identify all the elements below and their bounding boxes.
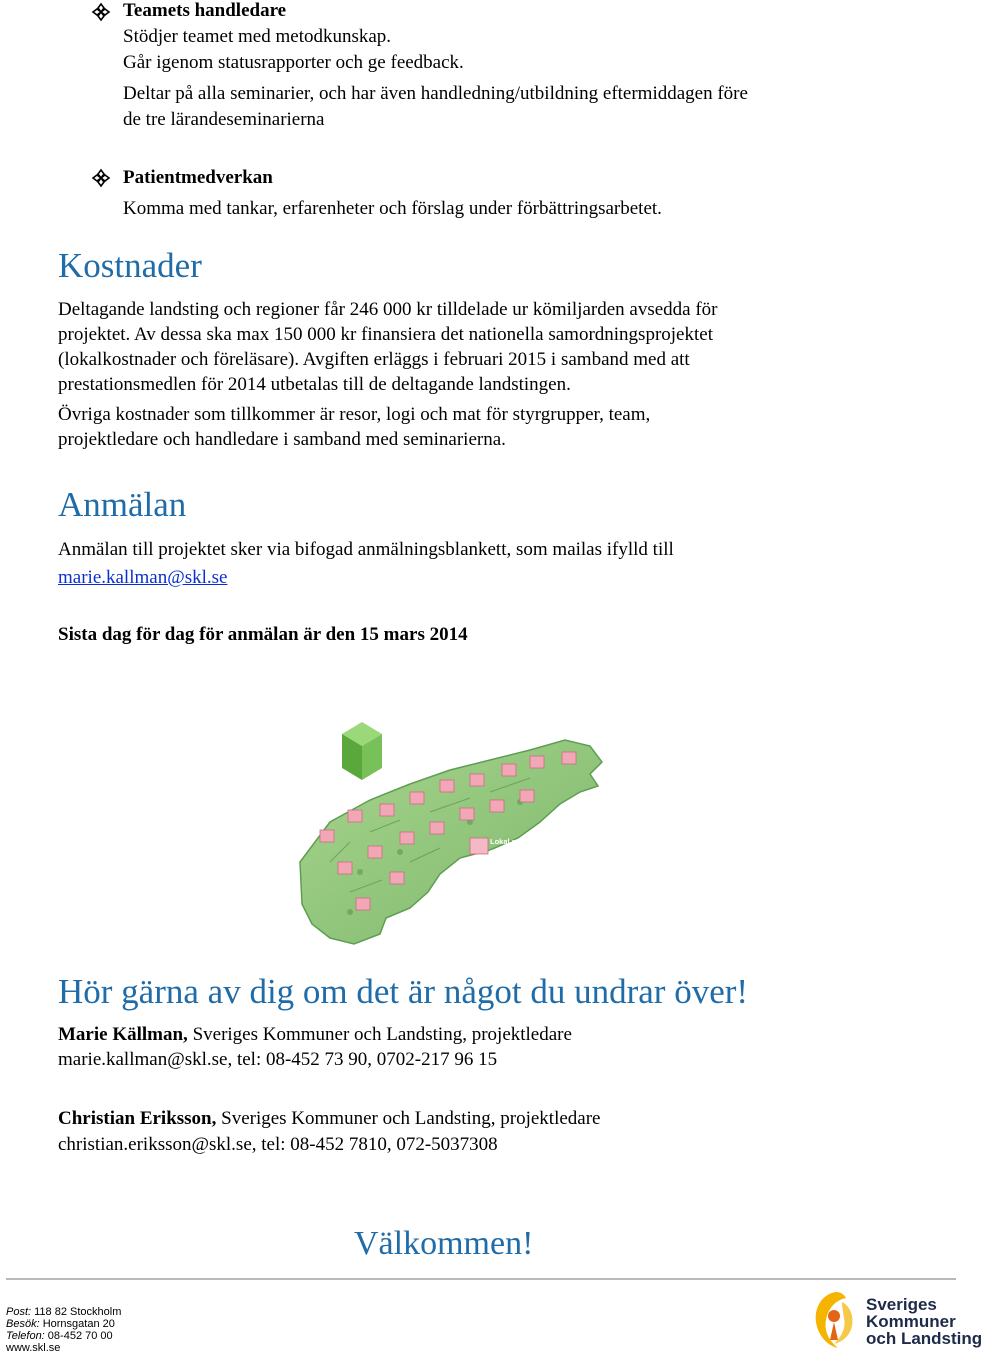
kostnader-para2-line-1: Övriga kostnader som tillkommer är resor, logi och mat för styrgrupper, team, <box>58 404 651 425</box>
house-icon <box>356 898 370 910</box>
house-icon <box>410 792 424 804</box>
footer-phone-label: Telefon: <box>6 1330 45 1342</box>
skl-logo-icon <box>806 1286 864 1352</box>
anmalan-text: Anmälan till projektet sker via bifogad anmälningsblankett, som mailas ifylld till <box>58 539 674 560</box>
kostnader-para1-line-3: (lokalkostnader och föreläsare). Avgiften erläggs i februari 2015 i samband med att <box>58 349 690 370</box>
footer-phone-value: 08-452 70 00 <box>44 1330 113 1342</box>
contact-name-1: Marie Källman, <box>58 1024 188 1045</box>
anmalan-email-link[interactable]: marie.kallman@skl.se <box>58 567 228 588</box>
house-icon <box>470 774 484 786</box>
house-icon <box>338 862 352 874</box>
footer-post <box>6 1306 121 1319</box>
footer-visit-value: Hornsgatan 20 <box>39 1318 115 1330</box>
map-land <box>300 740 602 944</box>
label-national-sub: Projektledning <box>382 740 438 749</box>
footer-visit-label: Besök: <box>6 1318 40 1330</box>
kostnader-para1-line-2: projektet. Av dessa ska max 150 000 kr finansiera det nationella samordningsprojektet <box>58 324 713 345</box>
section-heading-patient: Patientmedverkan <box>123 167 273 188</box>
house-icon <box>490 800 504 812</box>
house-icon <box>440 780 454 792</box>
footer-visit <box>6 1318 115 1331</box>
section-heading-handledare: Teamets handledare <box>123 0 287 21</box>
footer-post-label: Post: <box>6 1306 32 1318</box>
anmalan-deadline: Sista dag för dag för anmälan är den 15 mars 2014 <box>58 624 468 645</box>
sweden-map-illustration <box>290 712 610 952</box>
house-icon <box>502 764 516 776</box>
logo-line-3: och Landsting <box>866 1329 982 1348</box>
heading-kostnader: Kostnader <box>58 246 202 285</box>
footer-web: www.skl.se <box>6 1342 61 1354</box>
house-icon <box>390 872 404 884</box>
footer-post-value: 118 82 Stockholm <box>31 1306 122 1318</box>
contact-role-1: Sveriges Kommuner och Landsting, projektledare <box>187 1024 572 1045</box>
contact-name-2: Christian Eriksson, <box>58 1108 217 1129</box>
contact-person-1 <box>58 1022 572 1048</box>
contact-person-2 <box>58 1106 601 1132</box>
national-block-icon <box>342 722 382 780</box>
local-block-icon <box>470 838 488 854</box>
logo-line-1: Sveriges <box>866 1295 937 1314</box>
house-icon <box>368 846 382 858</box>
kostnader-para2-line-2: projektledare och handledare i samband med seminarierna. <box>58 429 506 450</box>
house-icon <box>400 832 414 844</box>
label-local: Lokal styrgrupp <box>490 837 547 846</box>
footer-phone <box>6 1330 113 1343</box>
house-icon <box>562 752 576 764</box>
house-icon <box>430 822 444 834</box>
handledare-line-3: Deltar på alla seminarier, och har även handledning/utbildning eftermiddagen före <box>123 83 748 104</box>
handledare-line-1: Stödjer teamet med metodkunskap. <box>123 26 392 47</box>
house-icon <box>530 756 544 768</box>
label-national: Nationell styrgrupp <box>382 729 456 738</box>
label-local-sub: Projektledning/team <box>490 848 562 857</box>
diamond-bullet-icon <box>92 3 110 21</box>
house-icon <box>348 810 362 822</box>
house-icon <box>380 804 394 816</box>
contact-role-2: Sveriges Kommuner och Landsting, projektledare <box>216 1108 601 1129</box>
handledare-line-2: Går igenom statusrapporter och ge feedback. <box>123 52 464 73</box>
logo-line-2: Kommuner <box>866 1312 956 1331</box>
house-icon <box>520 790 534 802</box>
heading-anmalan: Anmälan <box>58 485 187 524</box>
handledare-line-4: de tre lärandeseminarierna <box>123 109 325 130</box>
contact-heading: Hör gärna av dig om det är något du undrar över! <box>58 972 749 1011</box>
contact-details-1: marie.kallman@skl.se, tel: 08-452 73 90, 0702-217 96 15 <box>58 1049 498 1070</box>
house-icon <box>460 808 474 820</box>
welcome-text: Välkommen! <box>354 1225 534 1262</box>
house-icon <box>320 830 334 842</box>
footer-divider <box>6 1278 956 1280</box>
kostnader-para1-line-4: prestationsmedlen för 2014 utbetalas till de deltagande landstingen. <box>58 374 571 395</box>
kostnader-para1-line-1: Deltagande landsting och regioner får 246 000 kr tilldelade ur kömiljarden avsedda för <box>58 299 718 320</box>
contact-details-2: christian.eriksson@skl.se, tel: 08-452 7810, 072-5037308 <box>58 1134 498 1155</box>
patient-line-1: Komma med tankar, erfarenheter och förslag under förbättringsarbetet. <box>123 198 662 219</box>
diamond-bullet-icon <box>92 169 110 187</box>
